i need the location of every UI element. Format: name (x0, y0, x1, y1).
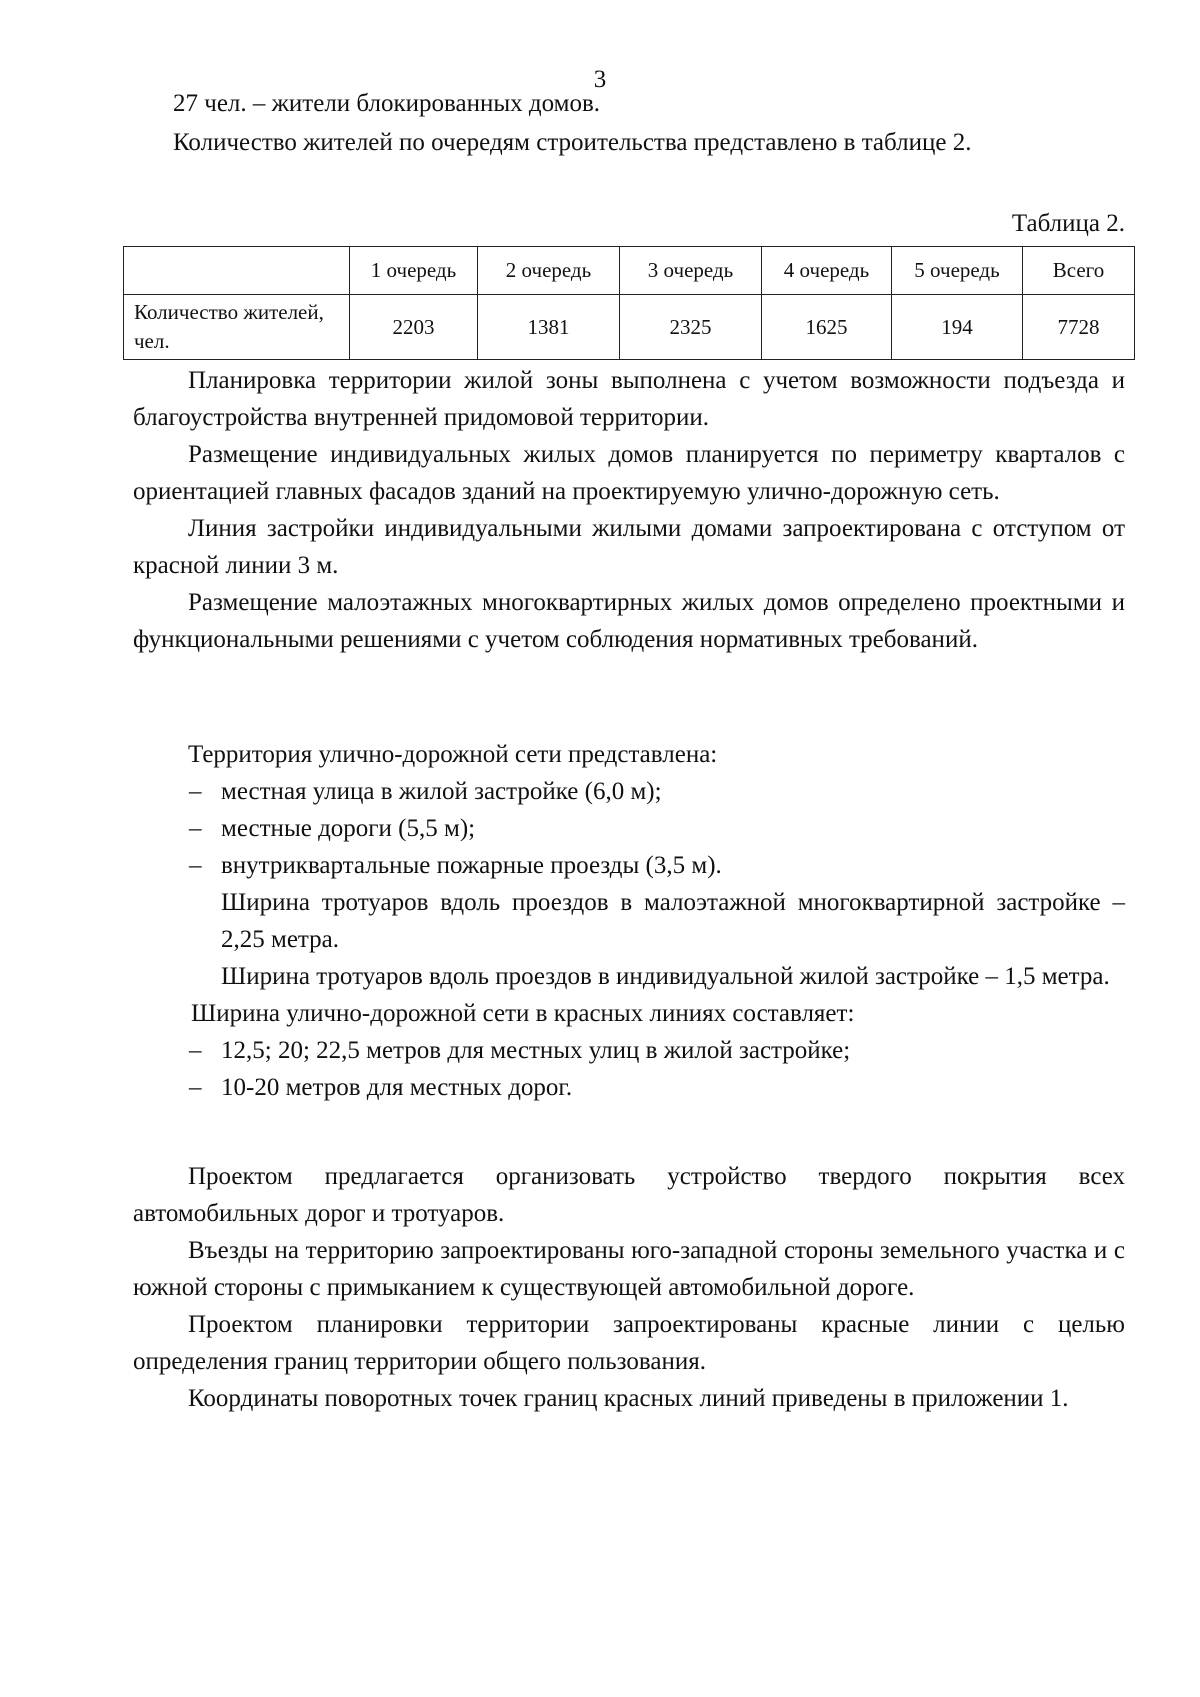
paragraph: Проектом планировки территории запроектированы красные линии с целью определения границ территории общего пользования. (133, 1311, 1125, 1375)
list-item (133, 1032, 1125, 1069)
list-item-text: внутриквартальные пожарные проезды (3,5 м). (221, 852, 722, 879)
paragraph: Линия застройки индивидуальными жилыми домами запроектирована с отступом от красной линии 3 м. (133, 515, 1125, 579)
table-header-cell: 2 очередь (478, 247, 620, 295)
table-header-cell: 4 очередь (762, 247, 892, 295)
sidewalk-note: Ширина тротуаров вдоль проездов в малоэтажной многоквартирной застройке – 2,25 метра. (221, 889, 1125, 953)
table-header-row (124, 247, 1135, 295)
list-item (133, 847, 1125, 884)
table-cell: 1381 (478, 295, 620, 360)
list-item (133, 810, 1125, 847)
table-cell: 194 (892, 295, 1023, 360)
intro-section (133, 86, 1125, 161)
list-dash: – (189, 1037, 202, 1064)
list-dash: – (189, 778, 202, 805)
table-header-cell: Всего (1023, 247, 1135, 295)
road-width-intro: Ширина улично-дорожной сети в красных линиях составляет: (191, 1000, 855, 1027)
list-item-text: местные дороги (5,5 м); (221, 815, 476, 842)
planning-section (133, 362, 1125, 658)
table-cell: 1625 (762, 295, 892, 360)
table-header-cell (124, 247, 350, 295)
table-caption: Таблица 2. (1011, 210, 1125, 237)
table-cell: 2203 (350, 295, 478, 360)
intro-line: 27 чел. – жители блокированных домов. (173, 90, 601, 117)
table-header-cell: 1 очередь (350, 247, 478, 295)
list-item-text: 12,5; 20; 22,5 метров для местных улиц в жилой застройке; (221, 1037, 851, 1064)
list-dash: – (189, 815, 202, 842)
list-item-text: местная улица в жилой застройке (6,0 м); (221, 778, 662, 805)
table-cell: 7728 (1023, 295, 1135, 360)
list-dash: – (189, 1074, 202, 1101)
table-row-label: Количество жителей, чел. (124, 295, 350, 360)
paragraph: Проектом предлагается организовать устройство твердого покрытия всех автомобильных дорог и тротуаров. (133, 1163, 1125, 1227)
table-header-cell: 3 очередь (620, 247, 762, 295)
list-item-text: 10-20 метров для местных дорог. (221, 1074, 573, 1101)
road-network-section (133, 736, 1125, 1106)
paragraph: Размещение индивидуальных жилых домов планируется по периметру кварталов с ориентацией главных фасадов зданий на проектируемую улично-дорожную сеть. (133, 441, 1125, 505)
road-network-intro: Территория улично-дорожной сети представлена: (188, 741, 718, 768)
list-item (133, 1069, 1125, 1106)
paving-section (133, 1158, 1125, 1417)
paragraph: Въезды на территорию запроектированы юго-западной стороны земельного участка и с южной стороны с примыканием к существующей автомобильной дороге. (133, 1237, 1125, 1301)
paragraph: Координаты поворотных точек границ красных линий приведены в приложении 1. (188, 1385, 1069, 1412)
page-number: 3 (593, 66, 607, 93)
residents-table (123, 246, 1135, 360)
list-dash: – (189, 852, 202, 879)
paragraph: Планировка территории жилой зоны выполнена с учетом возможности подъезда и благоустройства внутренней придомовой территории. (133, 367, 1125, 431)
table-cell: 2325 (620, 295, 762, 360)
table-header-cell: 5 очередь (892, 247, 1023, 295)
sidewalk-note: Ширина тротуаров вдоль проездов в индивидуальной жилой застройке – 1,5 метра. (221, 963, 1110, 990)
table-reference-line: Количество жителей по очередям строительства представлено в таблице 2. (173, 129, 972, 156)
list-item (133, 773, 1125, 810)
paragraph: Размещение малоэтажных многоквартирных жилых домов определено проектными и функциональными решениями с учетом соблюдения нормативных требований. (133, 589, 1125, 653)
table-row (124, 295, 1135, 360)
